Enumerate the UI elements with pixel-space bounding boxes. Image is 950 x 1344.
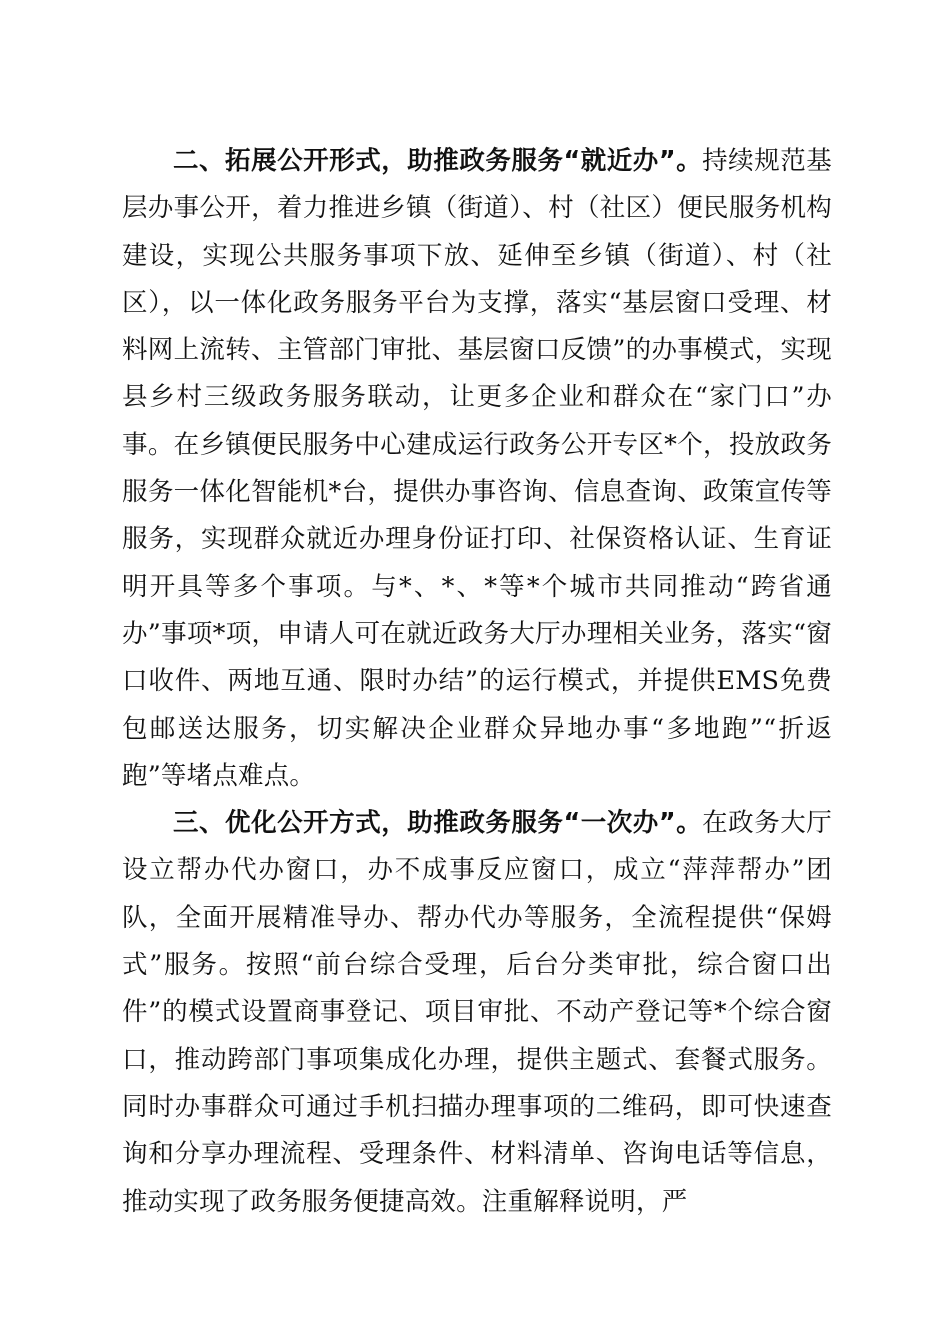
paragraph-2-heading: 二、拓展公开形式，助推政务服务“就近办”。 — [173, 146, 703, 176]
document-body — [122, 138, 832, 1226]
paragraph-2 — [122, 138, 832, 800]
paragraph-2-body: 持续规范基层办事公开，着力推进乡镇（街道）、村（社区）便民服务机构建设，实现公共服务事项下放、延伸至乡镇（街道）、村（社区），以一体化政务服务平台为支撑，落实“基层窗口受理、材料网上流转、主管部门审批、基层窗口反馈”的办事模式，实现县乡村三级政务服务联动，让更多企业和群众在“家门口”办事。在乡镇便民服务中心建成运行政务公开专区*个，投放政务服务一体化智能机*台，提供办事咨询、信息查询、政策宣传等服务，实现群众就近办理身份证打印、社保资格认证、生育证明开具等多个事项。与*、*、*等*个城市共同推动“跨省通办”事项*项，申请人可在就近政务大厅办理相关业务，落实“窗口收件、两地互通、限时办结”的运行模式，并提供EMS免费包邮送达服务，切实解决企业群众异地办事“多地跑”“折返跑”等堵点难点。 — [122, 146, 832, 791]
paragraph-3-heading: 三、优化公开方式，助推政务服务“一次办”。 — [173, 808, 703, 839]
paragraph-3 — [122, 800, 832, 1226]
paragraph-3-body: 在政务大厅设立帮办代办窗口，办不成事反应窗口，成立“萍萍帮办”团队，全面开展精准导办、帮办代办等服务，全流程提供“保姆式”服务。按照“前台综合受理，后台分类审批，综合窗口出件”的模式设置商事登记、项目审批、不动产登记等*个综合窗口，推动跨部门事项集成化办理，提供主题式、套餐式服务。同时办事群众可通过手机扫描办理事项的二维码，即可快速查询和分享办理流程、受理条件、材料清单、咨询电话等信息，推动实现了政务服务便捷高效。注重解释说明，严 — [122, 808, 832, 1217]
